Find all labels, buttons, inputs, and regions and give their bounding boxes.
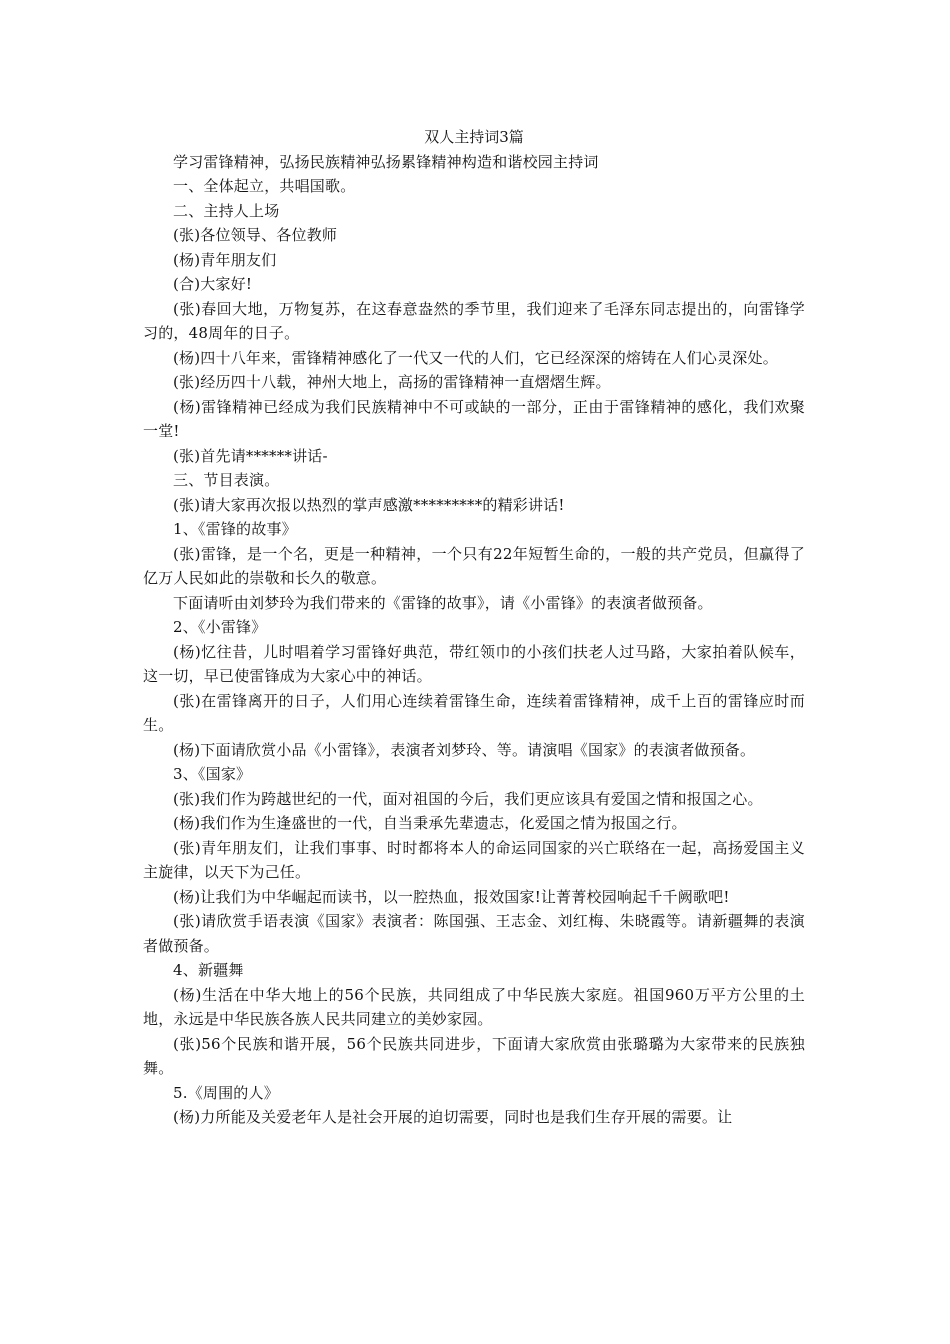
- paragraph: 4、新疆舞: [173, 961, 244, 979]
- paragraph: (杨)忆往昔，儿时唱着学习雷锋好典范，带红领巾的小孩们扶老人过马路，大家拍着队候车，这一切，早已使雷锋成为大家心中的神话。: [143, 642, 805, 685]
- paragraph: (杨)力所能及关爱老年人是社会开展的迫切需要，同时也是我们生存开展的需要。让: [173, 1108, 733, 1126]
- paragraph: (杨)下面请欣赏小品《小雷锋》，表演者刘梦玲、等。请演唱《国家》的表演者做预备。: [173, 740, 756, 759]
- document-title: 双人主持词3篇: [424, 128, 524, 146]
- paragraph: (张)请大家再次报以热烈的掌声感激*********的精彩讲话!: [173, 495, 565, 514]
- paragraph: 5.《周围的人》: [173, 1083, 279, 1102]
- paragraph: (张)各位领导、各位教师: [173, 226, 338, 244]
- paragraph: (张)春回大地，万物复苏，在这春意盎然的季节里，我们迎来了毛泽东同志提出的，向雷锋学习的，48周年的日子。: [143, 299, 805, 342]
- paragraph: (张)56个民族和谐开展，56个民族共同进步，下面请大家欣赏由张璐璐为大家带来的民族独舞。: [143, 1034, 805, 1077]
- paragraph: (杨)四十八年来，雷锋精神感化了一代又一代的人们，它已经深深的熔铸在人们心灵深处。: [173, 348, 778, 367]
- paragraph: (杨)我们作为生逢盛世的一代，自当秉承先辈遗志，化爱国之情为报国之行。: [173, 814, 687, 832]
- paragraph: (张)青年朋友们，让我们事事、时时都将本人的命运同国家的兴亡联络在一起，高扬爱国主义主旋律，以天下为己任。: [143, 838, 805, 881]
- paragraph: (杨)生活在中华大地上的56个民族，共同组成了中华民族大家庭。祖国960万平方公里的土地，永远是中华民族各族人民共同建立的美妙家园。: [143, 985, 805, 1028]
- paragraph: (杨)让我们为中华崛起而读书，以一腔热血，报效国家!让菁菁校园响起千千阙歌吧!: [173, 887, 730, 906]
- paragraph: (张)雷锋，是一个名，更是一种精神，一个只有22年短暂生命的，一般的共产党员，但赢得了亿万人民如此的崇敬和长久的敬意。: [143, 544, 805, 587]
- paragraph: 三、节目表演。: [173, 471, 280, 489]
- paragraph: 学习雷锋精神，弘扬民族精神弘扬累锋精神构造和谐校园主持词: [173, 152, 599, 171]
- paragraph: (张)我们作为跨越世纪的一代，面对祖国的今后，我们更应该具有爱国之情和报国之心。: [173, 789, 763, 808]
- paragraph: (张)在雷锋离开的日子，人们用心连续着雷锋生命，连续着雷锋精神，成千上百的雷锋应时而生。: [143, 691, 805, 734]
- paragraph: 二、主持人上场: [173, 201, 280, 220]
- paragraph: 1、《雷锋的故事》: [173, 520, 297, 538]
- paragraph: (合)大家好!: [173, 275, 253, 293]
- paragraph: (张)请欣赏手语表演《国家》表演者：陈国强、王志金、刘红梅、朱晓霞等。请新疆舞的表演者做预备。: [143, 912, 805, 955]
- paragraph: (张)经历四十八载，神州大地上，高扬的雷锋精神一直熠熠生辉。: [173, 373, 611, 391]
- paragraph: (杨)青年朋友们: [173, 250, 277, 269]
- paragraph: 一、全体起立，共唱国歌。: [173, 177, 356, 195]
- paragraph: 2、《小雷锋》: [173, 618, 267, 636]
- paragraph: 3、《国家》: [173, 765, 252, 783]
- paragraph: 下面请听由刘梦玲为我们带来的《雷锋的故事》，请《小雷锋》的表演者做预备。: [173, 593, 713, 612]
- document-body: [143, 125, 805, 1130]
- paragraph: (张)首先请******讲话-: [173, 446, 328, 465]
- paragraph: (杨)雷锋精神已经成为我们民族精神中不可或缺的一部分，正由于雷锋精神的感化，我们欢聚一堂!: [143, 397, 805, 440]
